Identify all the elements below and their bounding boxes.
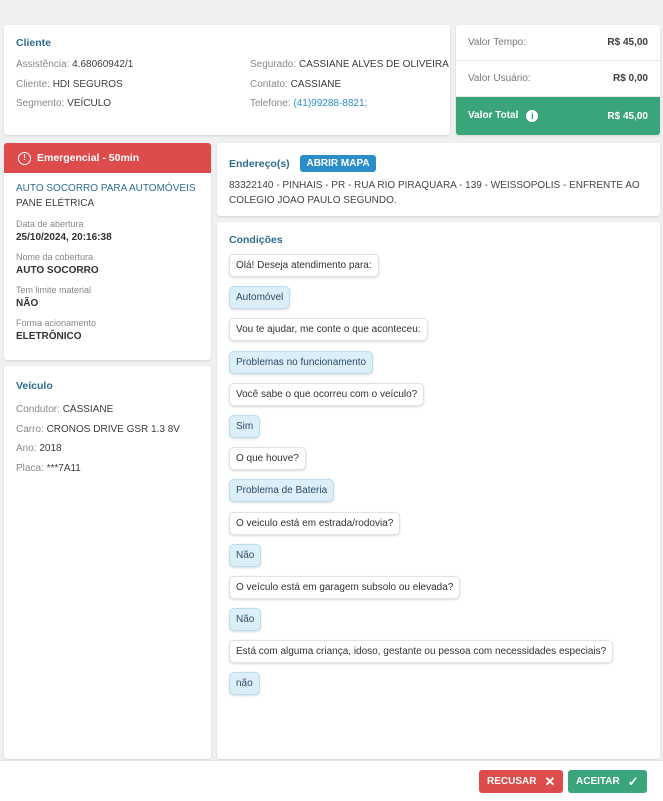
segurado-label: Segurado: <box>250 59 297 70</box>
placa-label: Placa: <box>16 462 44 474</box>
service-type: AUTO SOCORRO PARA AUTOMÓVEIS <box>16 183 196 194</box>
condutor-label: Condutor: <box>16 404 60 415</box>
question-bubble: Vou te ajudar, me conte o que aconteceu: <box>229 318 428 341</box>
service-card <box>4 143 211 360</box>
values-card <box>456 25 660 135</box>
refuse-label: RECUSAR <box>487 776 537 787</box>
cliente-value: HDI SEGUROS <box>52 78 123 90</box>
abertura-label: Data de abertura <box>16 219 84 229</box>
conditions-title: Condições <box>229 234 283 246</box>
address-card <box>217 143 660 216</box>
segurado-value: CASSIANE ALVES DE OLIVEIRA <box>298 59 449 70</box>
open-map-button[interactable]: ABRIR MAPA <box>300 155 375 172</box>
valor-total-row <box>456 97 660 135</box>
answer-bubble: não <box>229 672 260 695</box>
client-left-column <box>16 55 133 114</box>
limite-value: NÃO <box>16 298 39 309</box>
placa-value: ***7A11 <box>46 462 81 474</box>
ano-label: Ano: <box>16 443 37 454</box>
accept-label: ACEITAR <box>576 776 620 787</box>
valor-total-text: Valor Total <box>468 110 519 121</box>
conditions-card <box>217 222 660 759</box>
answer-bubble: Sim <box>229 415 260 438</box>
address-line-2: COLEGIO JOAO PAULO SEGUNDO. <box>229 195 397 206</box>
abertura-value: 25/10/2024, 20:16:38 <box>16 232 112 243</box>
question-bubble: O que houve? <box>229 447 306 470</box>
valor-total-label <box>468 110 538 122</box>
info-icon[interactable]: i <box>526 110 538 122</box>
accept-button[interactable] <box>568 770 647 793</box>
emergency-banner <box>4 143 211 173</box>
contato-label: Contato: <box>250 78 288 90</box>
client-title: Cliente <box>16 37 52 49</box>
telefone-link[interactable]: (41)99288-8821; <box>293 98 368 109</box>
conditions-chat <box>229 254 648 695</box>
check-icon: ✓ <box>627 773 639 789</box>
client-card <box>4 25 450 135</box>
client-right-column <box>250 55 449 114</box>
answer-bubble: Problemas no funcionamento <box>229 351 373 374</box>
condutor-value: CASSIANE <box>62 404 114 415</box>
valor-usuario-label: Valor Usuário: <box>468 73 531 84</box>
ano-value: 2018 <box>39 443 62 454</box>
cliente-label: Cliente: <box>16 78 50 90</box>
address-line-1: 83322140 - PINHAIS - PR - RUA RIO PIRAQUARA - 139 - WEISSOPOLIS - ENFRENTE AO <box>229 180 640 191</box>
refuse-button[interactable] <box>479 770 563 793</box>
carro-label: Carro: <box>16 423 44 435</box>
cobertura-label: Nome da cobertura <box>16 252 94 262</box>
question-bubble: Olá! Deseja atendimento para: <box>229 254 379 277</box>
cobertura-value: AUTO SOCORRO <box>16 265 99 276</box>
valor-tempo-label: Valor Tempo: <box>468 37 526 48</box>
acionamento-label: Forma acionamento <box>16 318 97 328</box>
question-bubble: O veículo está em garagem subsolo ou elevada? <box>229 576 460 599</box>
alert-icon: ! <box>18 152 31 165</box>
answer-bubble: Problema de Bateria <box>229 479 334 502</box>
limite-label: Tem limite material <box>16 285 92 295</box>
emergency-label: Emergencial - 50min <box>37 152 140 164</box>
answer-bubble: Não <box>229 608 261 631</box>
acionamento-value: ELETRÔNICO <box>16 331 82 342</box>
close-icon: ✕ <box>544 773 556 789</box>
telefone-label: Telefone: <box>250 98 291 109</box>
vehicle-title: Veículo <box>16 380 53 392</box>
question-bubble: Você sabe o que ocorreu com o veículo? <box>229 383 424 406</box>
address-title: Endereço(s) <box>229 158 290 170</box>
valor-tempo-row <box>456 25 660 61</box>
question-bubble: O veiculo está em estrada/rodovia? <box>229 512 400 535</box>
valor-tempo-value: R$ 45,00 <box>607 37 648 48</box>
answer-bubble: Automóvel <box>229 286 290 309</box>
segmento-label: Segmento: <box>16 98 65 109</box>
contato-value: CASSIANE <box>290 78 342 90</box>
service-subtype: PANE ELÉTRICA <box>16 198 95 209</box>
answer-bubble: Não <box>229 544 261 567</box>
assistencia-value: 4.68060942/1 <box>72 59 134 70</box>
segmento-value: VEÍCULO <box>67 98 112 109</box>
assistencia-label: Assistência: <box>16 59 70 70</box>
vehicle-card <box>4 366 211 759</box>
valor-usuario-value: R$ 0,00 <box>612 73 648 84</box>
valor-total-value: R$ 45,00 <box>607 110 648 122</box>
question-bubble: Está com alguma criança, idoso, gestante ou pessoa com necessidades especiais? <box>229 640 613 663</box>
footer-bar <box>0 760 663 801</box>
valor-usuario-row <box>456 61 660 97</box>
carro-value: CRONOS DRIVE GSR 1.3 8V <box>46 423 180 435</box>
